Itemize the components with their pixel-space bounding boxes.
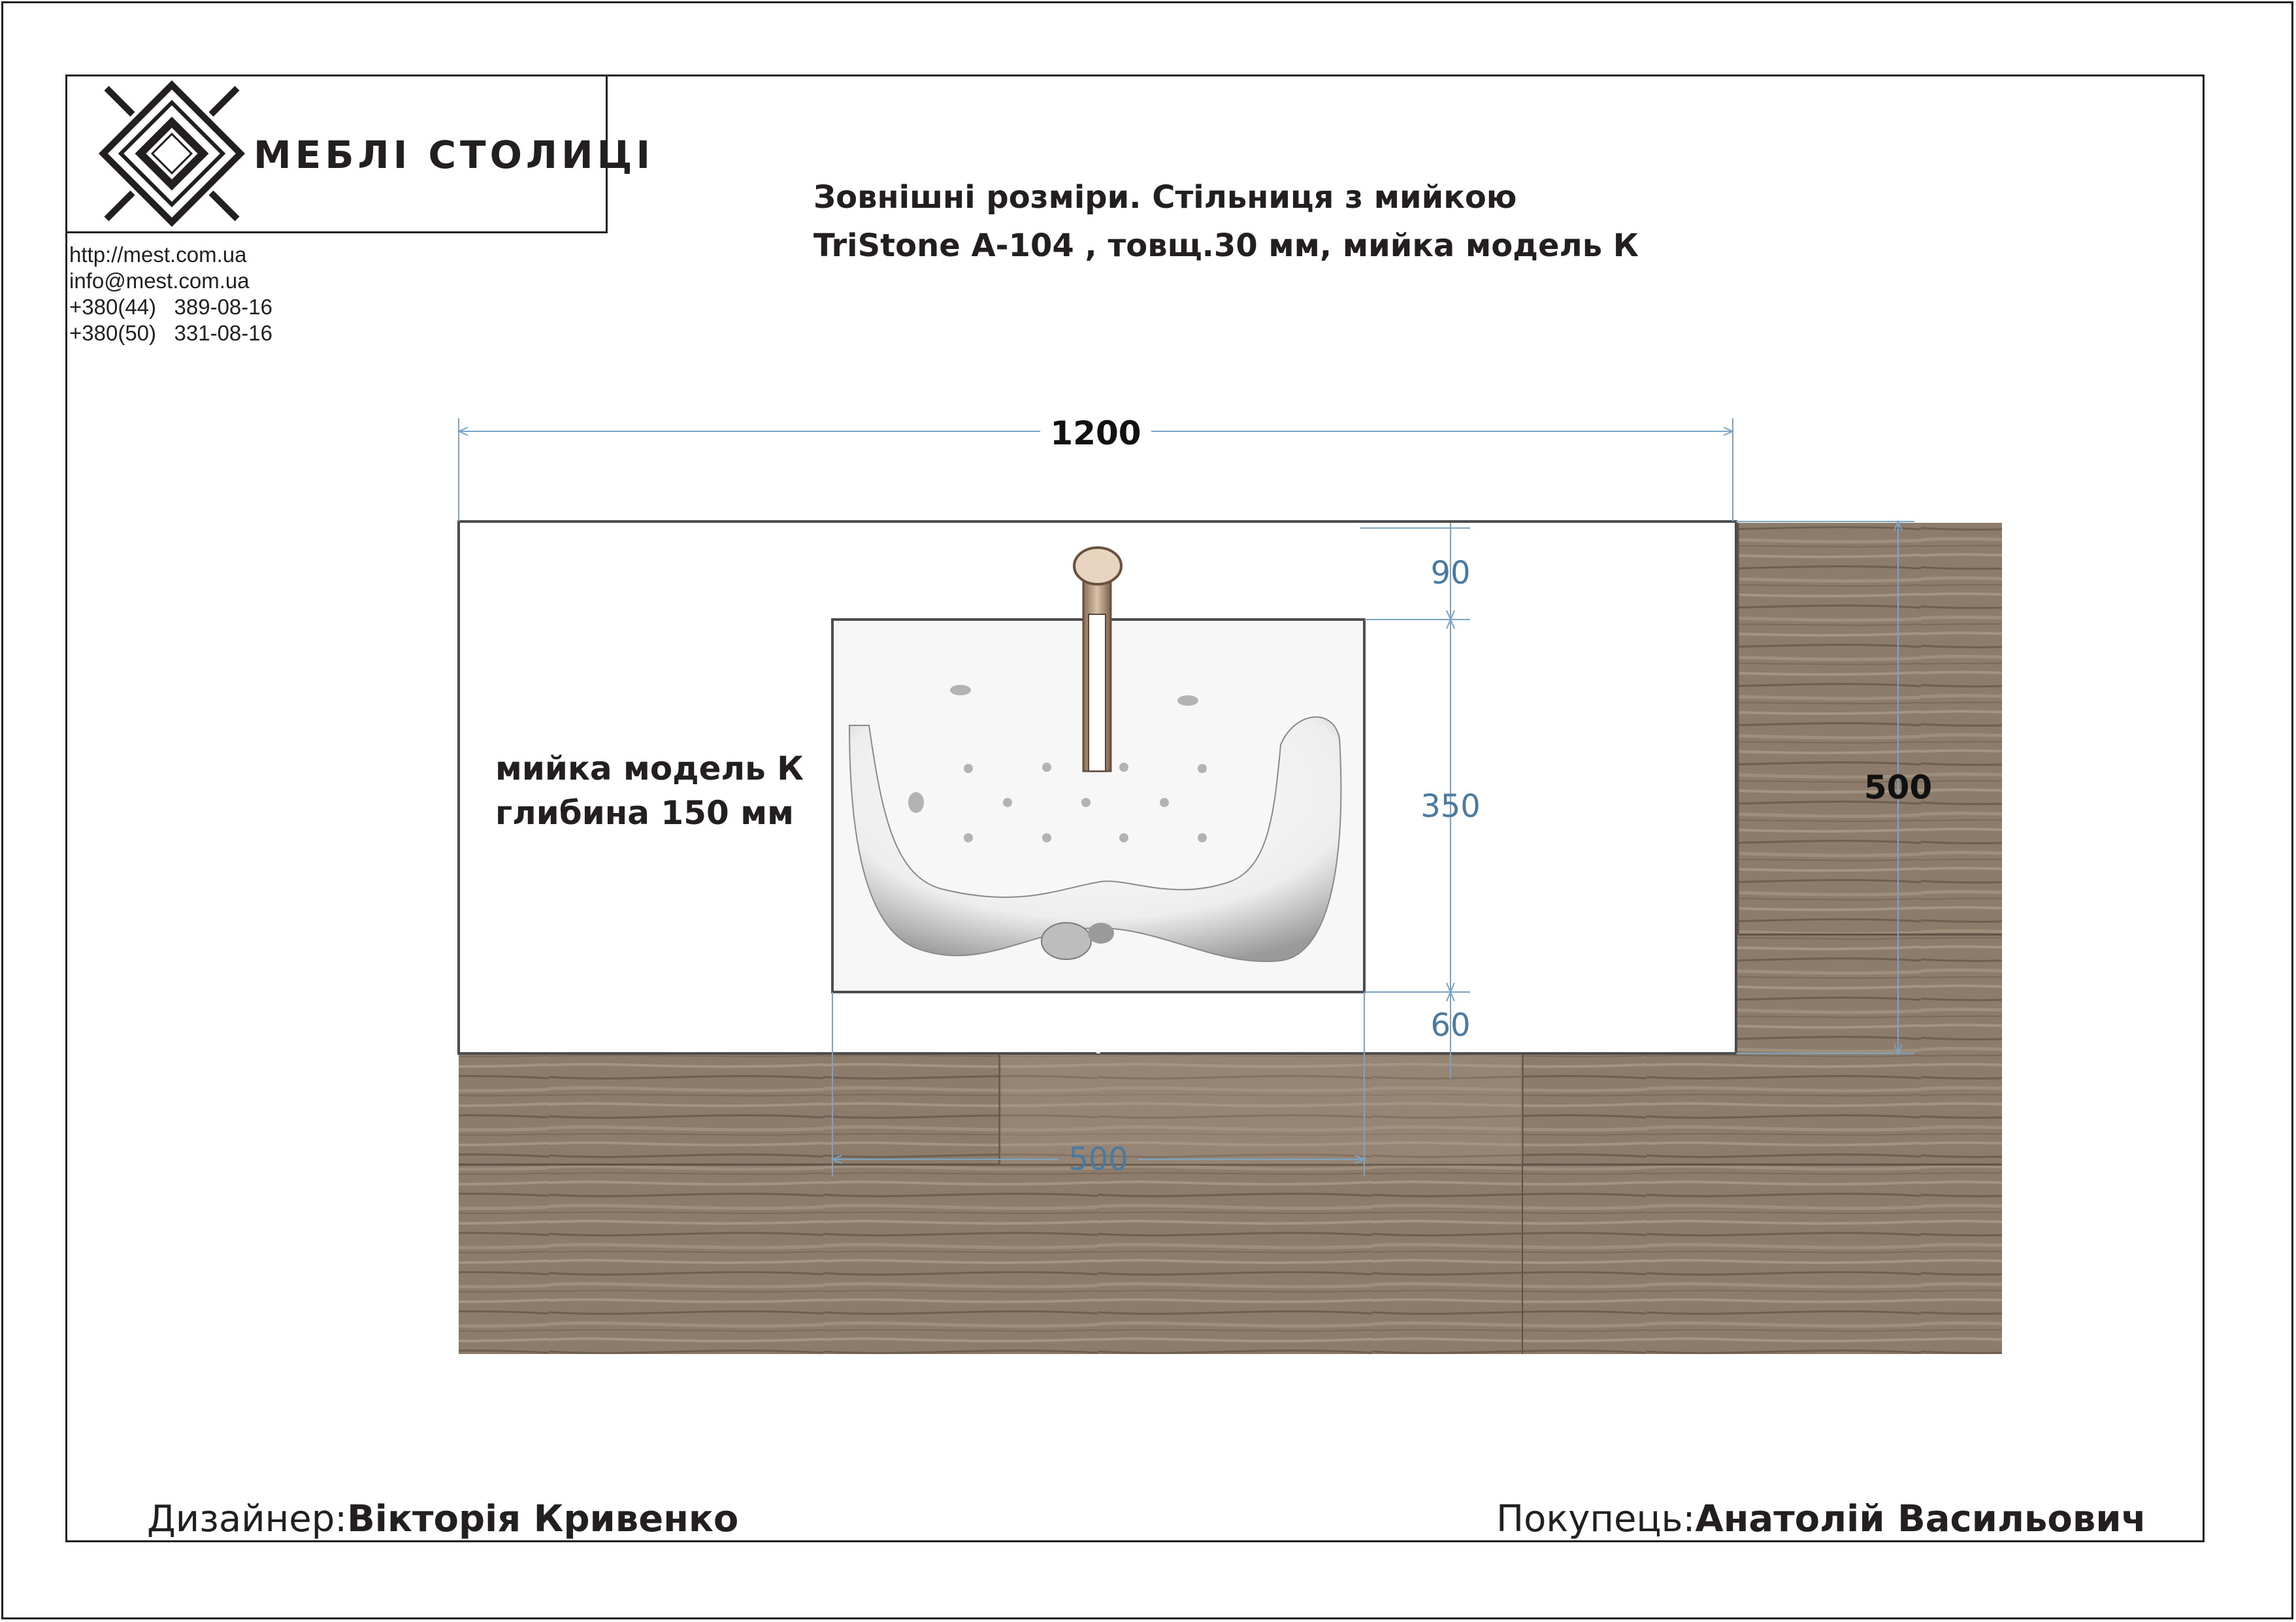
- front-offset-label: 60: [1430, 1007, 1471, 1044]
- customer-label: Покупець:: [1496, 1498, 1696, 1540]
- sink-depth-label: 350: [1420, 788, 1481, 825]
- designer-label: Дизайнер:: [147, 1498, 348, 1540]
- phone-2: +380(50) 331-08-16: [69, 321, 272, 345]
- designer-footer: [147, 1498, 738, 1540]
- website-link[interactable]: http://mest.com.ua: [69, 242, 247, 267]
- back-offset-label: 90: [1430, 555, 1471, 591]
- sink-depth-text: глибина 150 мм: [495, 794, 794, 832]
- title-line-2: TriStone A-104 , товщ.30 мм, мийка модель К: [813, 227, 1639, 264]
- sink-width-label: 500: [1068, 1141, 1128, 1178]
- email-link[interactable]: info@mest.com.ua: [69, 269, 250, 293]
- title-line-1: Зовнішні розміри. Стільниця з мийкою: [813, 179, 1517, 216]
- customer-name: Анатолій Васильович: [1695, 1498, 2147, 1540]
- phone-1: +380(44) 389-08-16: [69, 295, 272, 319]
- width-label: 1200: [1050, 414, 1141, 452]
- customer-footer: [1496, 1498, 2146, 1540]
- brand-name: МЕБЛІ СТОЛИЦІ: [254, 133, 655, 177]
- sink-model-text: мийка модель К: [495, 750, 804, 787]
- designer-name: Вікторія Кривенко: [347, 1498, 739, 1540]
- sink-note: [495, 746, 804, 835]
- depth-label: 500: [1863, 769, 1933, 806]
